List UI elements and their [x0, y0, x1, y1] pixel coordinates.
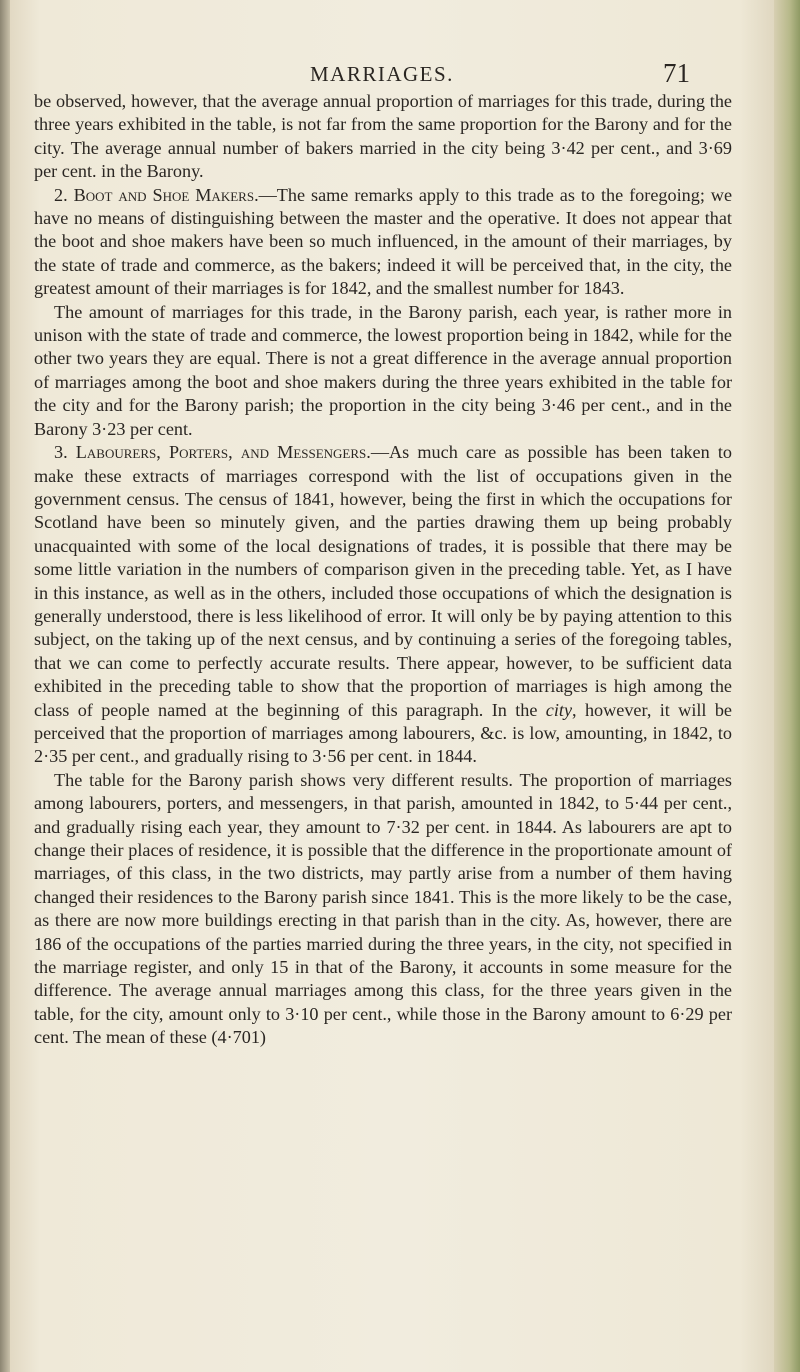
paragraph-barony-table: The table for the Barony parish shows very different results. The proportion of marriages among labourers, porters, and messengers, in that parish, amounted in 1842, to 5·44 per cent., and gradually rising each year, they amount to 7·32 per cent. in 1844. As labourers are apt to change their places of residence, it is possible that the difference in the proportionate amount of marriages, of this class, in the two districts, may partly arise from a number of them having changed their residences to the Barony parish since 1841. This is the more likely to be the case, as there are now more buildings erecting in that parish than in the city. As, however, there are 186 of the occupations of the parties married during the three years, in the city, not specified in the marriage register, and only 15 in that of the Barony, it accounts in some measure for the difference. The average annual marriages among this class, for the three years given in the table, for the city, amount only to 3·10 per cent., while those in the Barony amount to 6·29 per cent. The mean of these (4·701) [34, 769, 732, 1048]
section-number: 2. [54, 184, 74, 205]
section-heading-labourers: Labourers, Porters, and Messengers [75, 442, 367, 463]
page-number: 71 [663, 58, 690, 88]
italic-city: city [545, 699, 573, 720]
running-head: MARRIAGES. [310, 62, 454, 86]
page-header [250, 58, 690, 92]
paragraph-text-cont: , however, it will be perceived that the proportion of marriages among labourers, &c. is low, amounting, in 1842, to 2·35 per cent., and gradually rising to 3·56 per cent. in 1844. [34, 699, 732, 767]
binding-edge-left [0, 0, 10, 1372]
heading-dash: .— [366, 442, 390, 463]
heading-dash: .— [254, 184, 277, 205]
paragraph-text: As much care as possible has been taken to make these extracts of marriages correspond with the list of occupations given in the government census. The census of 1841, however, being the first in which the occupations for Scotland have been so minutely given, and the parties drawing them up being probably unacquainted with some of the local designations of trades, it is possible that there may be some little variation in the numbers of comparison given in the preceding table. Yet, as I have in this instance, as well as in the others, included those occupations of which the designation is generally understood, there is less likelihood of error. It will only be by paying attention to this subject, on the taking up of the next census, and by continuing a series of the foregoing tables, that we can come to perfectly accurate results. There appear, however, to be sufficient data exhibited in the preceding table to show that the proportion of marriages is high among the class of people named at the beginning of this paragraph. In the [34, 442, 732, 720]
section-number: 3. [54, 442, 76, 463]
paragraph-bakers-end: be observed, however, that the average annual proportion of marriages for this trade, during the three years exhibited in the table, is not far from the same proportion for the Barony and for the city. The average annual number of bakers married in the city being 3·42 per cent., and 3·69 per cent. in the Barony. [34, 91, 732, 182]
paragraph-boot-shoe-makers [34, 184, 732, 301]
paragraph-labourers [34, 441, 732, 769]
body-text [34, 90, 732, 1050]
paragraph-text: The same remarks apply to this trade as to the foregoing; we have no means of distinguishing between the master and the operative. It does not appear that the boot and shoe makers have been so much influenced, in the amount of their marriages, by the state of trade and commerce, as the bakers; indeed it will be perceived that, in the city, the greatest amount of their marriages is for 1842, and the smallest number for 1843. [34, 184, 733, 299]
page-edge-right [774, 0, 800, 1372]
paragraph-boot-shoe-barony: The amount of marriages for this trade, in the Barony parish, each year, is rather more in unison with the state of trade and commerce, the lowest proportion being in 1842, while for the other two years they are equal. There is not a great difference in the average annual proportion of marriages among the boot and shoe makers during the three years exhibited in the table for the city and for the Barony parish; the proportion in the city being 3·46 per cent., and in the Barony 3·23 per cent. [34, 301, 732, 439]
section-heading-boot-shoe: Boot and Shoe Makers [73, 184, 255, 205]
